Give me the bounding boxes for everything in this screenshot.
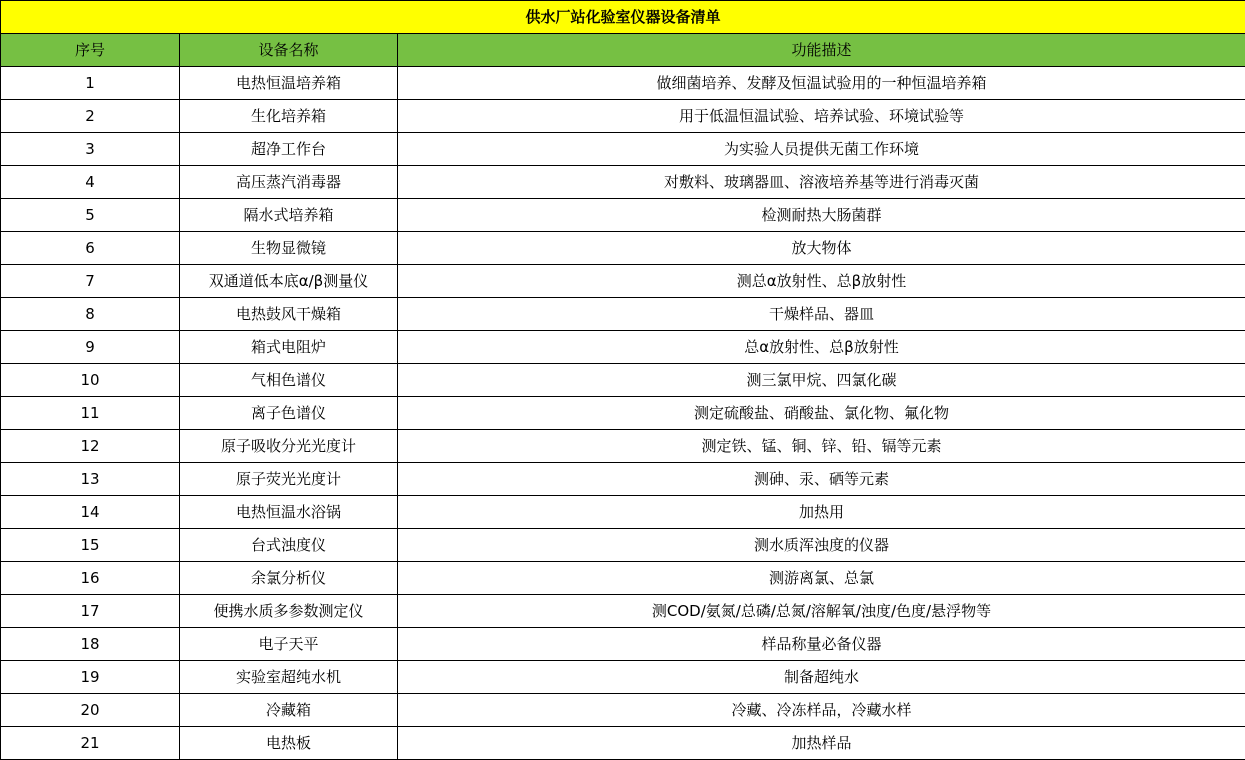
header-row [1,34,1245,67]
cell-device-name[interactable]: 电热恒温水浴锅 [180,496,398,529]
cell-device-name[interactable]: 电热板 [180,727,398,760]
cell-device-name[interactable]: 离子色谱仪 [180,397,398,430]
title-row [1,1,1245,34]
cell-device-name[interactable]: 原子荧光光度计 [180,463,398,496]
table-row [1,496,1245,529]
cell-description[interactable]: 加热用 [398,496,1245,529]
cell-device-name[interactable]: 隔水式培养箱 [180,199,398,232]
table-body [1,67,1245,760]
cell-description[interactable]: 为实验人员提供无菌工作环境 [398,133,1245,166]
cell-device-name[interactable]: 生化培养箱 [180,100,398,133]
table-row [1,331,1245,364]
cell-description[interactable]: 对敷料、玻璃器皿、溶液培养基等进行消毒灭菌 [398,166,1245,199]
table-row [1,661,1245,694]
table-row [1,562,1245,595]
cell-device-name[interactable]: 电热恒温培养箱 [180,67,398,100]
cell-description[interactable]: 检测耐热大肠菌群 [398,199,1245,232]
table-row [1,595,1245,628]
cell-device-name[interactable]: 原子吸收分光光度计 [180,430,398,463]
table-row [1,463,1245,496]
cell-number[interactable]: 5 [1,199,180,232]
cell-number[interactable]: 3 [1,133,180,166]
cell-description[interactable]: 放大物体 [398,232,1245,265]
cell-device-name[interactable]: 便携水质多参数测定仪 [180,595,398,628]
table-row [1,628,1245,661]
cell-number[interactable]: 13 [1,463,180,496]
cell-description[interactable]: 冷藏、冷冻样品，冷藏水样 [398,694,1245,727]
cell-number[interactable]: 4 [1,166,180,199]
table-row [1,694,1245,727]
sheet-title[interactable]: 供水厂站化验室仪器设备清单 [1,1,1245,34]
cell-number[interactable]: 1 [1,67,180,100]
cell-number[interactable]: 20 [1,694,180,727]
cell-number[interactable]: 2 [1,100,180,133]
table-row [1,133,1245,166]
cell-description[interactable]: 加热样品 [398,727,1245,760]
cell-number[interactable]: 18 [1,628,180,661]
table-row [1,67,1245,100]
cell-description[interactable]: 测定硫酸盐、硝酸盐、氯化物、氟化物 [398,397,1245,430]
cell-number[interactable]: 17 [1,595,180,628]
column-header-no[interactable]: 序号 [1,34,180,67]
cell-number[interactable]: 15 [1,529,180,562]
cell-description[interactable]: 测砷、汞、硒等元素 [398,463,1245,496]
table-row [1,430,1245,463]
cell-description[interactable]: 制备超纯水 [398,661,1245,694]
cell-number[interactable]: 12 [1,430,180,463]
cell-number[interactable]: 16 [1,562,180,595]
cell-device-name[interactable]: 高压蒸汽消毒器 [180,166,398,199]
cell-device-name[interactable]: 箱式电阻炉 [180,331,398,364]
cell-device-name[interactable]: 生物显微镜 [180,232,398,265]
column-header-name[interactable]: 设备名称 [180,34,398,67]
cell-description[interactable]: 测游离氯、总氯 [398,562,1245,595]
table-row [1,727,1245,760]
cell-description[interactable]: 测水质浑浊度的仪器 [398,529,1245,562]
table-row [1,298,1245,331]
cell-number[interactable]: 9 [1,331,180,364]
cell-device-name[interactable]: 气相色谱仪 [180,364,398,397]
table-row [1,199,1245,232]
cell-number[interactable]: 11 [1,397,180,430]
table-row [1,397,1245,430]
cell-description[interactable]: 测总α放射性、总β放射性 [398,265,1245,298]
cell-number[interactable]: 10 [1,364,180,397]
cell-device-name[interactable]: 冷藏箱 [180,694,398,727]
table-row [1,265,1245,298]
cell-description[interactable]: 测定铁、锰、铜、锌、铅、镉等元素 [398,430,1245,463]
cell-description[interactable]: 做细菌培养、发酵及恒温试验用的一种恒温培养箱 [398,67,1245,100]
cell-description[interactable]: 干燥样品、器皿 [398,298,1245,331]
cell-device-name[interactable]: 双通道低本底α/β测量仪 [180,265,398,298]
cell-device-name[interactable]: 台式浊度仪 [180,529,398,562]
table-row [1,529,1245,562]
cell-number[interactable]: 14 [1,496,180,529]
cell-number[interactable]: 19 [1,661,180,694]
cell-number[interactable]: 21 [1,727,180,760]
table-row [1,166,1245,199]
cell-device-name[interactable]: 余氯分析仪 [180,562,398,595]
cell-description[interactable]: 总α放射性、总β放射性 [398,331,1245,364]
cell-device-name[interactable]: 电子天平 [180,628,398,661]
cell-description[interactable]: 用于低温恒温试验、培养试验、环境试验等 [398,100,1245,133]
table-row [1,364,1245,397]
table-row [1,100,1245,133]
column-header-desc[interactable]: 功能描述 [398,34,1245,67]
cell-description[interactable]: 样品称量必备仪器 [398,628,1245,661]
cell-description[interactable]: 测三氯甲烷、四氯化碳 [398,364,1245,397]
cell-number[interactable]: 7 [1,265,180,298]
cell-number[interactable]: 6 [1,232,180,265]
cell-description[interactable]: 测COD/氨氮/总磷/总氮/溶解氧/浊度/色度/悬浮物等 [398,595,1245,628]
cell-device-name[interactable]: 电热鼓风干燥箱 [180,298,398,331]
cell-device-name[interactable]: 实验室超纯水机 [180,661,398,694]
cell-number[interactable]: 8 [1,298,180,331]
table-row [1,232,1245,265]
cell-device-name[interactable]: 超净工作台 [180,133,398,166]
